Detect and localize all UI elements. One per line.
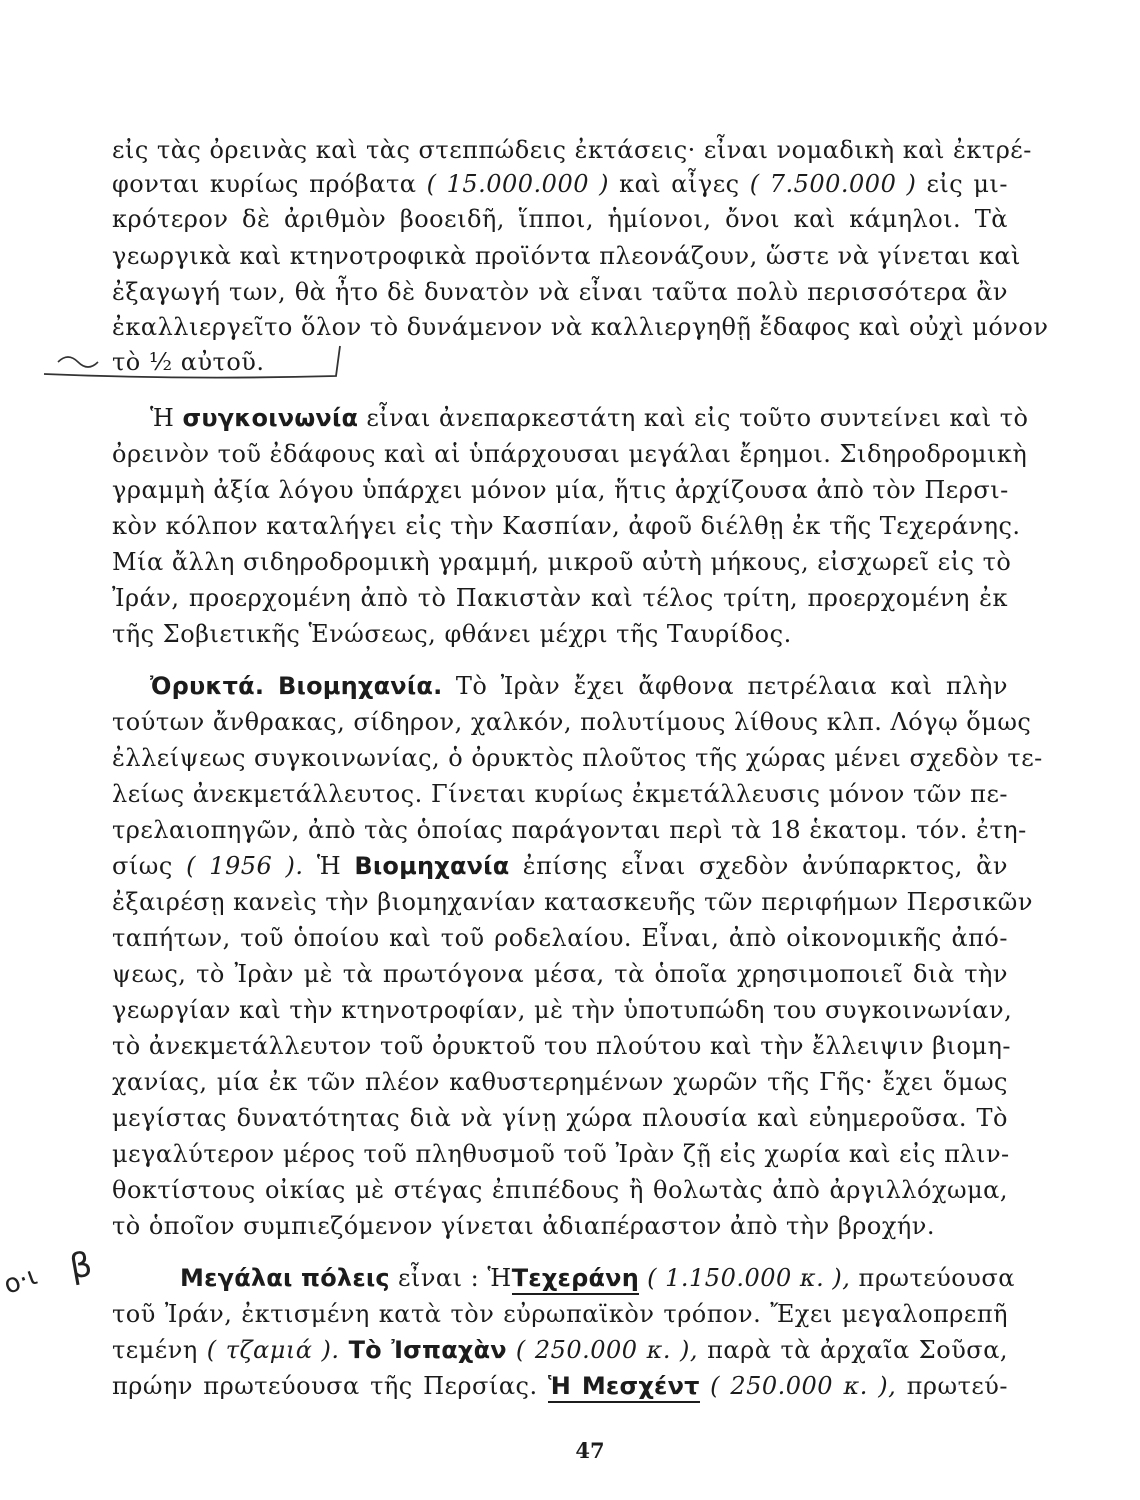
bold-term: Βιομηχανία (354, 852, 510, 880)
text-line: ἐκαλλιεργεῖτο ὅλον τὸ δυνάμενον νὰ καλλιεργηθῇ ἔδαφος καὶ οὐχὶ μόνον (112, 313, 1049, 341)
text-line: τὸ ½ αὐτοῦ. (112, 348, 265, 376)
text-line: τούτων ἄνθρακας, σίδηρον, χαλκόν, πολυτίμους λίθους κλπ. Λόγῳ ὅμως (112, 708, 1032, 736)
text-line: ἐξαιρέσῃ κανεὶς τὴν βιομηχανίαν κατασκευῆς τῶν περιφήμων Περσικῶν (112, 888, 1033, 916)
text-line: γραμμὴ ἀξία λόγου ὑπάρχει μόνον μία, ἥτις ἀρχίζουσα ἀπὸ τὸν Περσι- (112, 476, 1009, 504)
text-line: χανίας, μία ἐκ τῶν πλέον καθυστερημένων χωρῶν τῆς Γῆς· ἔχει ὅμως (112, 1068, 1008, 1096)
text-line: γεωργίαν καὶ τὴν κτηνοτροφίαν, μὲ τὴν ὑποτυπώδη του συγκοινωνίαν, (112, 996, 1013, 1024)
text-line: γεωργικὰ καὶ κτηνοτροφικὰ προϊόντα πλεονάζουν, ὥστε νὰ γίνεται καὶ (112, 242, 1021, 270)
bold-term: Τὸ Ἰσπαχὰν (348, 1336, 507, 1364)
text-line: ταπήτων, τοῦ ὁποίου καὶ τοῦ ροδελαίου. Εἶναι, ἀπὸ οἰκονομικῆς ἀπό- (112, 924, 1008, 952)
text-line: τὸ ἀνεκμετάλλευτον τοῦ ὀρυκτοῦ του πλούτου καὶ τὴν ἔλλειψιν βιομη- (112, 1032, 1011, 1060)
text-line: θοκτίστους οἰκίας μὲ στέγας ἐπιπέδους ἢ θολωτὰς ἀπὸ ἀργιλλόχωμα, (112, 1176, 1008, 1204)
text-line: τοῦ Ἰράν, ἐκτισμένη κατὰ τὸν εὐρωπαϊκὸν τρόπον. Ἔχει μεγαλοπρεπῆ (112, 1300, 1008, 1328)
text-line: ὀρεινὸν τοῦ ἐδάφους καὶ αἱ ὑπάρχουσαι μεγάλαι ἔρημοι. Σιδηροδρομικὴ (112, 440, 1028, 468)
handwritten-margin-note: ο·ι (0, 1261, 42, 1301)
page-number: 47 (575, 1438, 605, 1463)
text-line: τρελαιοπηγῶν, ἀπὸ τὰς ὁποίας παράγονται περὶ τὰ 18 ἑκατομ. τόν. ἐτη- (112, 816, 1027, 844)
text-line: Μεγάλαι πόλεις εἶναι : ἩΤεχεράνη ( 1.150.000 κ. ), πρωτεύουσα (112, 1262, 1008, 1294)
section-heading: Μεγάλαι πόλεις (180, 1264, 390, 1292)
text-line: ἐξαγωγή των, θὰ ἦτο δὲ δυνατὸν νὰ εἶναι ταῦτα πολὺ περισσότερα ἂν (112, 278, 1008, 306)
text-line: Μία ἄλλη σιδηροδρομικὴ γραμμή, μικροῦ αὐτὴ μήκους, εἰσχωρεῖ εἰς τὸ (112, 548, 1012, 576)
pencil-bracket-mark (36, 340, 356, 390)
text-line: Ὀρυκτά. Βιομηχανία. Τὸ Ἰρὰν ἔχει ἄφθονα πετρέλαια καὶ πλὴν (150, 672, 1008, 700)
section-heading: Ὀρυκτά. Βιομηχανία. (150, 672, 443, 700)
text-line: μεγαλύτερον μέρος τοῦ πληθυσμοῦ τοῦ Ἰρὰν ζῇ εἰς χωρία καὶ εἰς πλιν- (112, 1140, 1010, 1168)
text-line: πρώην πρωτεύουσα τῆς Περσίας. Ἡ Μεσχέντ ( 250.000 κ. ), πρωτεύ- (112, 1370, 1008, 1402)
text-line: Ἡ συγκοινωνία εἶναι ἀνεπαρκεστάτη καὶ εἰς τοῦτο συντείνει καὶ τὸ (150, 404, 1029, 432)
text-line: τὸ ὁποῖον συμπιεζόμενον γίνεται ἀδιαπέραστον ἀπὸ τὴν βροχήν. (112, 1212, 935, 1240)
text-line: κὸν κόλπον καταλήγει εἰς τὴν Κασπίαν, ἀφοῦ διέλθῃ ἐκ τῆς Τεχεράνης. (112, 512, 1021, 540)
bold-term: Τεχεράνη (512, 1264, 639, 1295)
bold-term: συγκοινωνία (182, 404, 359, 432)
text-line: τῆς Σοβιετικῆς Ἑνώσεως, φθάνει μέχρι τῆς Ταυρίδος. (112, 620, 792, 648)
text-line: σίως ( 1956 ). Ἡ Βιομηχανία ἐπίσης εἶναι σχεδὸν ἀνύπαρκτος, ἂν (112, 852, 1008, 880)
handwritten-margin-letter: β (66, 1244, 96, 1288)
text-line: τεμένη ( τζαμιά ). Τὸ Ἰσπαχὰν ( 250.000 κ. ), παρὰ τὰ ἀρχαῖα Σοῦσα, (112, 1336, 1009, 1364)
text-line: Ἰράν, προερχομένη ἀπὸ τὸ Πακιστὰν καὶ τέλος τρίτη, προερχομένη ἐκ (112, 584, 1008, 612)
text-line: λείως ἀνεκμετάλλευτος. Γίνεται κυρίως ἐκμετάλλευσις μόνον τῶν πε- (112, 780, 1008, 808)
text-line: μεγίστας δυνατότητας διὰ νὰ γίνῃ χώρα πλουσία καὶ εὐημεροῦσα. Τὸ (112, 1104, 1008, 1132)
text-line: κρότερον δὲ ἀριθμὸν βοοειδῆ, ἵπποι, ἡμίονοι, ὄνοι καὶ κάμηλοι. Τὰ (112, 205, 1008, 233)
bold-term: Ἡ Μεσχέντ (548, 1372, 700, 1403)
text-line: ψεως, τὸ Ἰρὰν μὲ τὰ πρωτόγονα μέσα, τὰ ὁποῖα χρησιμοποιεῖ διὰ τὴν (112, 960, 1008, 988)
text-line: φονται κυρίως πρόβατα ( 15.000.000 ) καὶ αἶγες ( 7.500.000 ) εἰς μι- (112, 170, 1008, 198)
text-line: εἰς τὰς ὀρεινὰς καὶ τὰς στεππώδεις ἐκτάσεις· εἶναι νομαδικὴ καὶ ἐκτρέ- (112, 136, 1032, 164)
text-line: ἐλλείψεως συγκοινωνίας, ὁ ὀρυκτὸς πλοῦτος τῆς χώρας μένει σχεδὸν τε- (112, 744, 1043, 772)
